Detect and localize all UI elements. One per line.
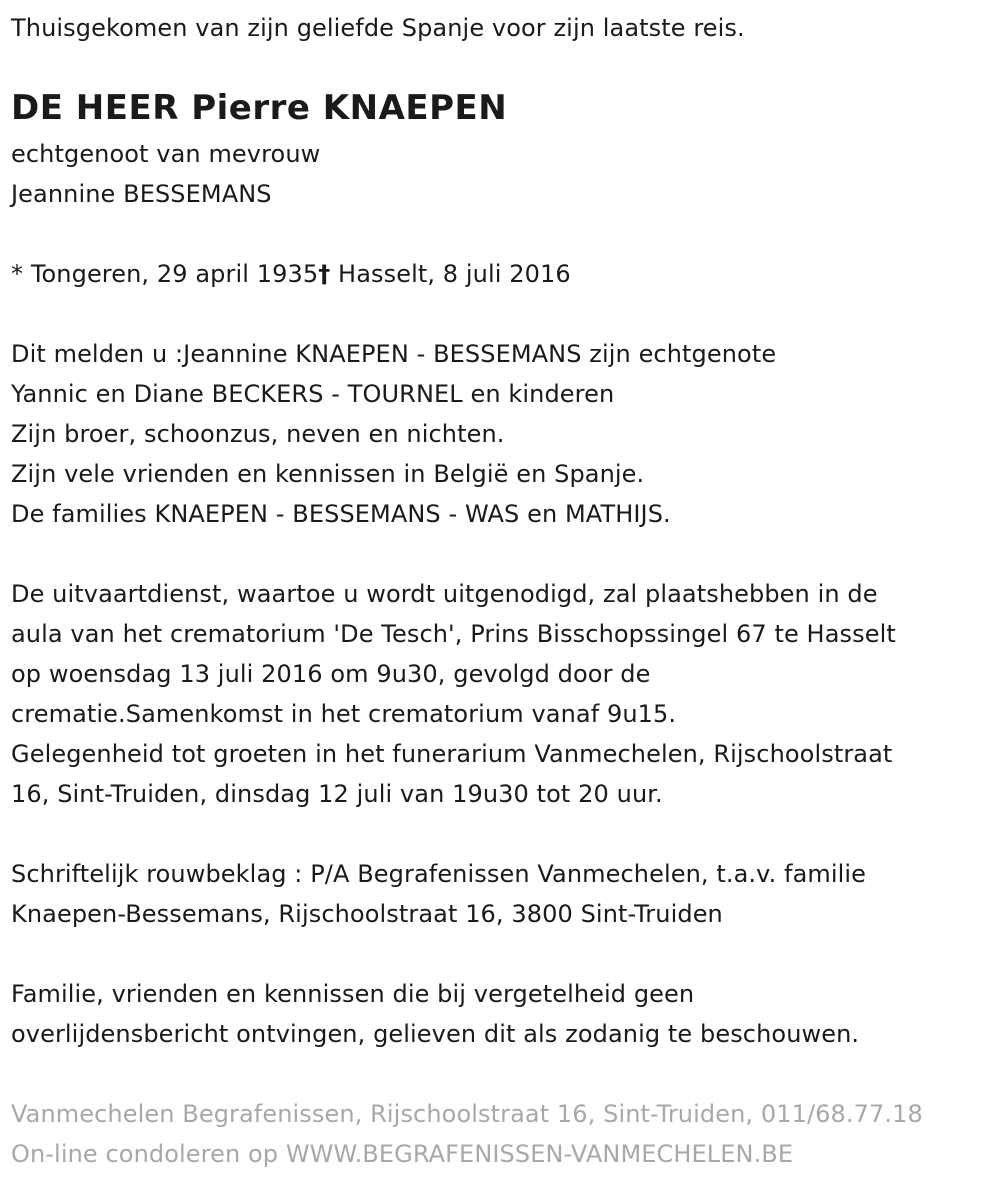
condolences-line: Knaepen-Bessemans, Rijschoolstraat 16, 3800 Sint-Truiden <box>11 900 723 928</box>
deceased-name: DE HEER Pierre KNAEPEN <box>11 88 508 128</box>
condolences-line: Schriftelijk rouwbeklag : P/A Begrafenissen Vanmechelen, t.a.v. familie <box>11 860 867 888</box>
intro-text: Thuisgekomen van zijn geliefde Spanje voor zijn laatste reis. <box>11 14 745 42</box>
spouse-line-2: Jeannine BESSEMANS <box>11 180 272 208</box>
cross-icon: † <box>318 260 331 288</box>
spacer <box>11 534 996 574</box>
announcer-line: De families KNAEPEN - BESSEMANS - WAS en MATHIJS. <box>11 500 671 528</box>
ceremony-line: De uitvaartdienst, waartoe u wordt uitgenodigd, zal plaatshebben in de <box>11 580 878 608</box>
death-date: Hasselt, 8 juli 2016 <box>330 260 571 288</box>
ceremony-line: Gelegenheid tot groeten in het funerarium Vanmechelen, Rijschoolstraat <box>11 740 893 768</box>
ceremony-line: op woensdag 13 juli 2016 om 9u30, gevolgd door de <box>11 660 651 688</box>
announcer-line: Zijn broer, schoonzus, neven en nichten. <box>11 420 505 448</box>
ceremony-line: aula van het crematorium 'De Tesch', Prins Bisschopssingel 67 te Hasselt <box>11 620 896 648</box>
spouse-line-1: echtgenoot van mevrouw <box>11 140 321 168</box>
spacer <box>11 214 996 254</box>
announcer-line: Yannic en Diane BECKERS - TOURNEL en kinderen <box>11 380 615 408</box>
spacer <box>11 934 996 974</box>
footer-address: Vanmechelen Begrafenissen, Rijschoolstraat 16, Sint-Truiden, 011/68.77.18 <box>11 1100 923 1128</box>
announcer-line: Zijn vele vrienden en kennissen in België en Spanje. <box>11 460 645 488</box>
life-dates <box>11 254 996 294</box>
obituary-notice <box>11 8 996 1174</box>
announcer-line: Dit melden u :Jeannine KNAEPEN - BESSEMANS zijn echtgenote <box>11 340 777 368</box>
ceremony-line: 16, Sint-Truiden, dinsdag 12 juli van 19u30 tot 20 uur. <box>11 780 663 808</box>
funeral-home-footer <box>11 1094 996 1174</box>
notice-line: Familie, vrienden en kennissen die bij vergetelheid geen <box>11 980 695 1008</box>
ceremony-block <box>11 574 996 814</box>
spacer <box>11 814 996 854</box>
spacer <box>11 294 996 334</box>
ceremony-line: crematie.Samenkomst in het crematorium vanaf 9u15. <box>11 700 677 728</box>
birth-date: * Tongeren, 29 april 1935 <box>11 260 319 288</box>
notice-line: overlijdensbericht ontvingen, gelieven dit als zodanig te beschouwen. <box>11 1020 860 1048</box>
condolences-block <box>11 854 996 934</box>
notice-block <box>11 974 996 1054</box>
announcers-block <box>11 334 996 534</box>
footer-website: On-line condoleren op WWW.BEGRAFENISSEN-VANMECHELEN.BE <box>11 1140 794 1168</box>
